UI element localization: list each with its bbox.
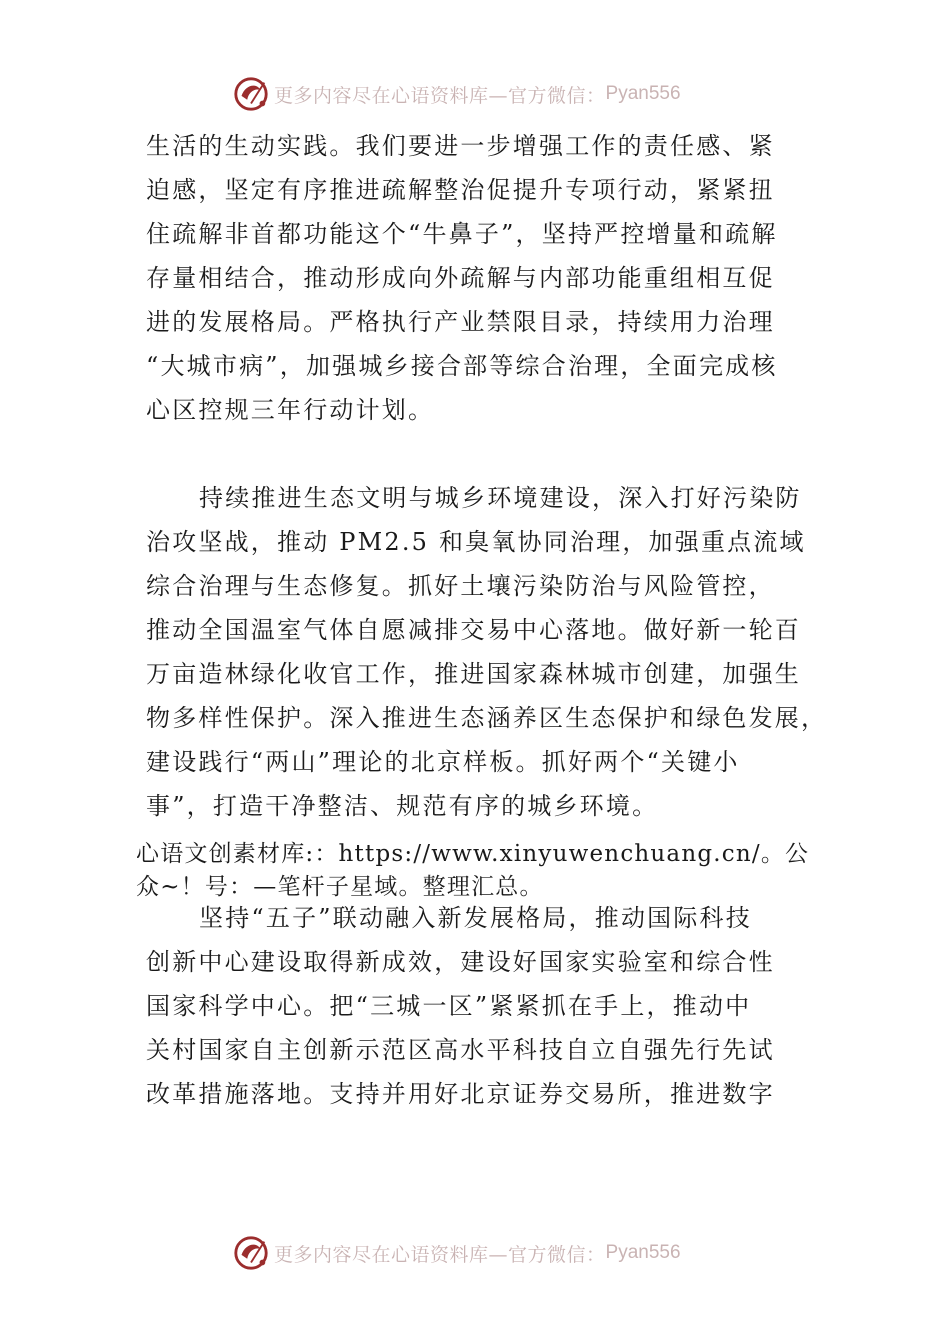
text-line: 存量相结合，推动形成向外疏解与内部功能重组相互促 (146, 264, 775, 292)
text-line: 创新中心建设取得新成效，建设好国家实验室和综合性 (146, 948, 775, 976)
text-line: 建设践行“两山”理论的北京样板。抓好两个“关键小 (146, 748, 740, 776)
paragraph-gap (146, 432, 846, 476)
text-line: 持续推进生态文明与城乡环境建设，深入打好污染防 (199, 484, 802, 512)
text-line: 心区控规三年行动计划。 (146, 396, 435, 424)
text-line: 生活的生动实践。我们要进一步增强工作的责任感、紧 (146, 132, 775, 160)
text-line: 万亩造林绿化收官工作，推进国家森林城市创建，加强生 (146, 660, 801, 688)
text-line: 推动全国温室气体自愿减排交易中心落地。做好新一轮百 (146, 616, 801, 644)
text-line: 坚持“五子”联动融入新发展格局，推动国际科技 (199, 904, 752, 932)
text-line: 住疏解非首都功能这个“牛鼻子”，坚持严控增量和疏解 (146, 220, 778, 248)
footer-banner (232, 1233, 681, 1273)
banner-text: 更多内容尽在心语资料库—官方微信： (274, 1243, 606, 1266)
text-line: 综合治理与生态修复。抓好土壤污染防治与风险管控， (146, 572, 775, 600)
text-line: 事”，打造干净整洁、规范有序的城乡环境。 (146, 792, 659, 820)
notice-line: 众~！号：—笔杆子星域。整理汇总。 (136, 874, 544, 900)
text-line: 迫感，坚定有序推进疏解整治促提升专项行动，紧紧扭 (146, 176, 775, 204)
header-banner (232, 74, 681, 114)
text-line: 进的发展格局。严格执行产业禁限目录，持续用力治理 (146, 308, 775, 336)
document-body-bottom (146, 896, 846, 1116)
source-notice (136, 838, 836, 904)
notice-line: 心语文创素材库:：https://www.xinyuwenchuang.cn/。公 (136, 841, 810, 867)
banner-wechat-id: Pyan556 (605, 1242, 681, 1263)
brand-logo-icon (232, 75, 270, 113)
brand-logo-icon (232, 1234, 270, 1272)
document-body-top (146, 124, 846, 828)
banner-text: 更多内容尽在心语资料库—官方微信： (274, 84, 606, 107)
text-line: 物多样性保护。深入推进生态涵养区生态保护和绿色发展， (146, 704, 828, 732)
text-line: “大城市病”，加强城乡接合部等综合治理，全面完成核 (146, 352, 778, 380)
text-line: 治攻坚战，推动 PM2.5 和臭氧协同治理，加强重点流域 (146, 528, 806, 556)
banner-wechat-id: Pyan556 (605, 83, 681, 104)
text-line: 关村国家自主创新示范区高水平科技自立自强先行先试 (146, 1036, 775, 1064)
text-line: 国家科学中心。把“三城一区”紧紧抓在手上，推动中 (146, 992, 752, 1020)
text-line: 改革措施落地。支持并用好北京证券交易所，推进数字 (146, 1080, 775, 1108)
